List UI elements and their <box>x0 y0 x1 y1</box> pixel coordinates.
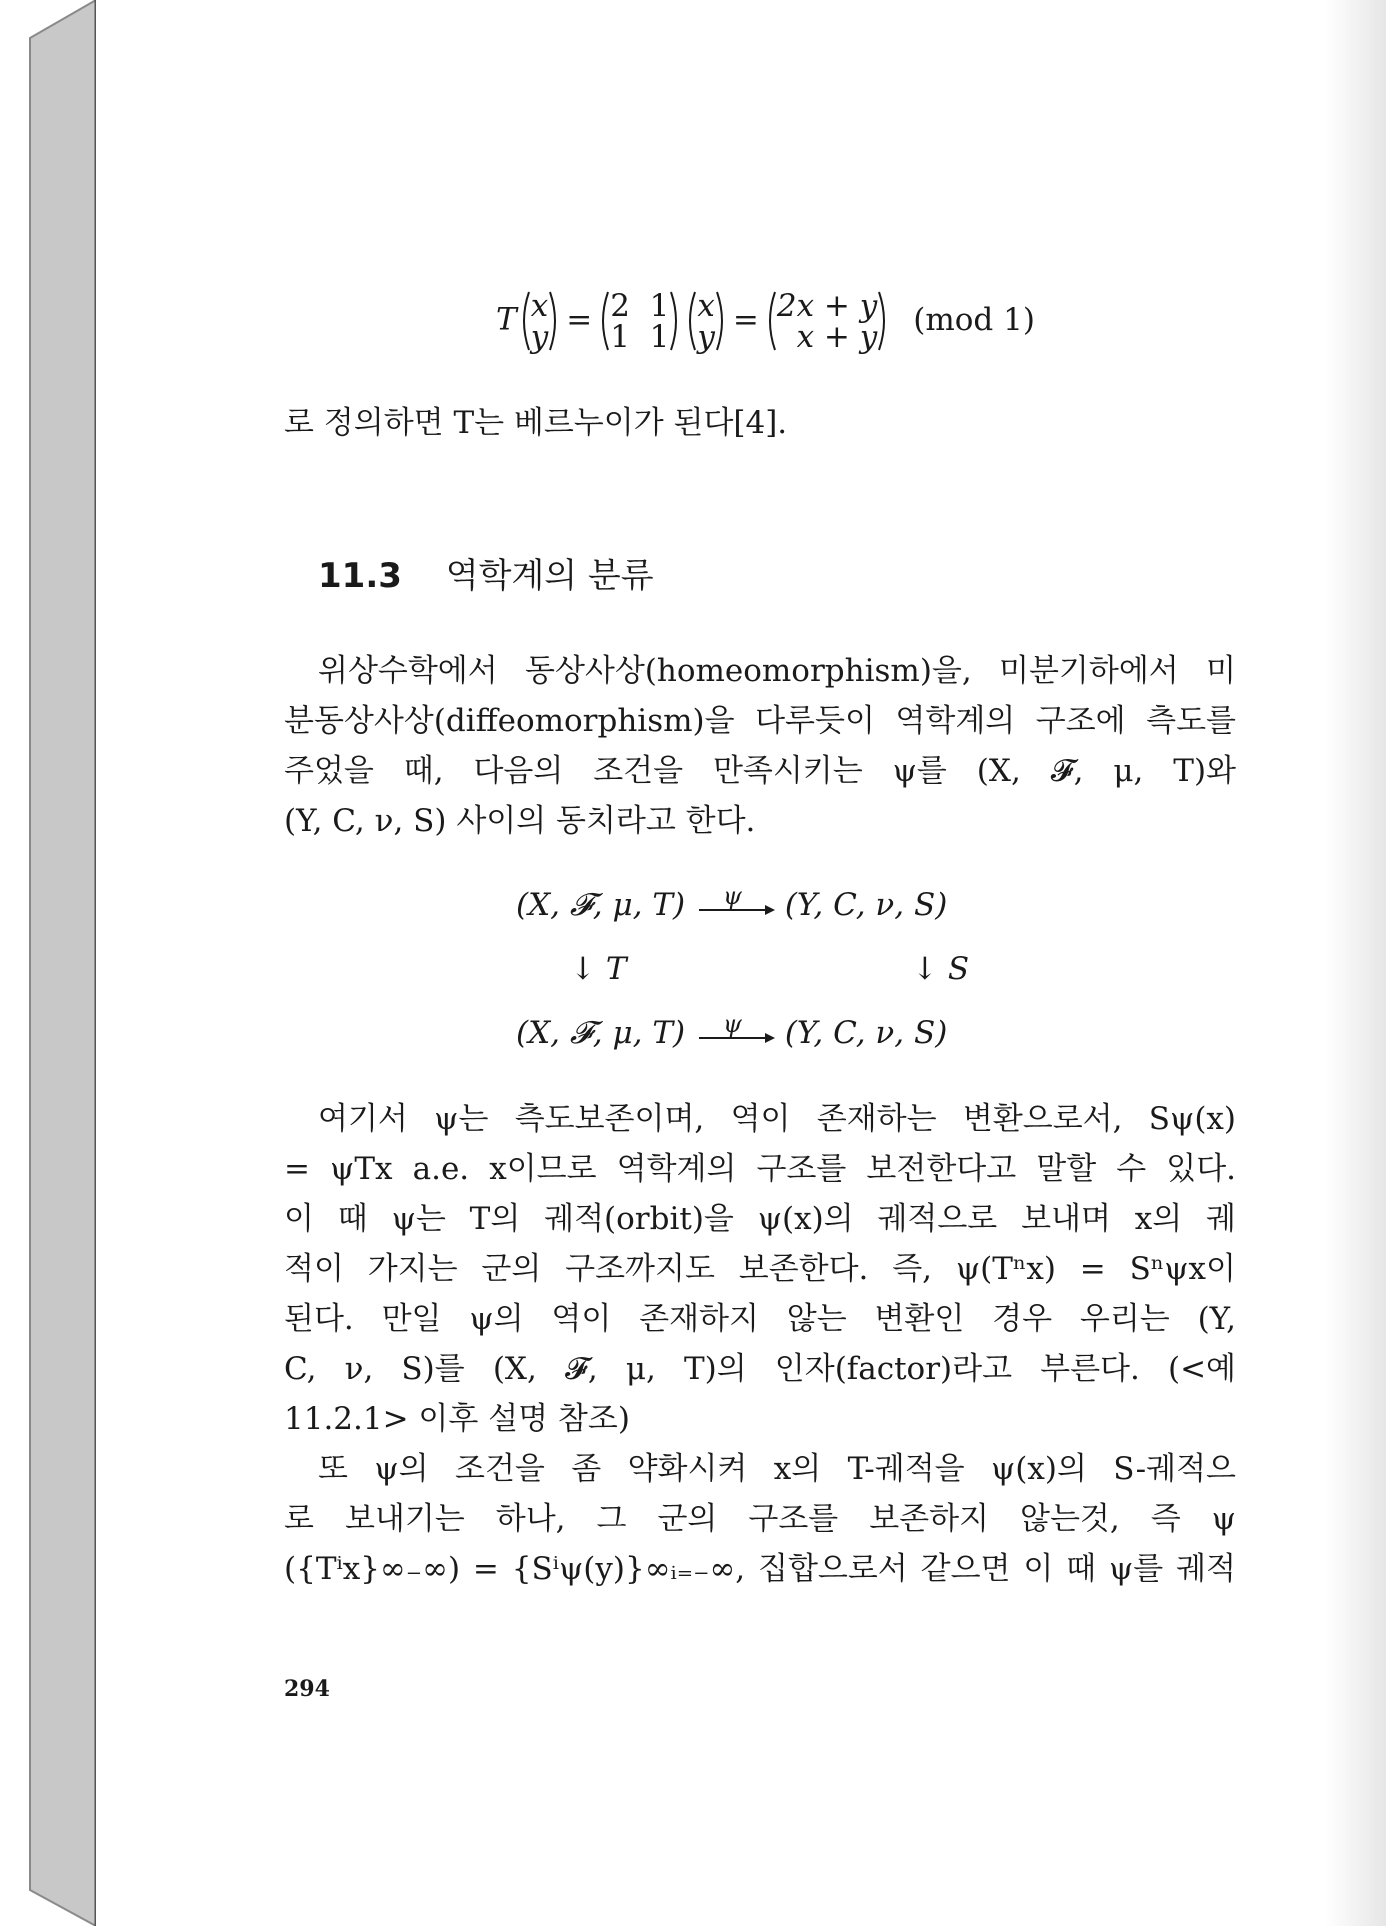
page-number: 294 <box>284 1676 330 1702</box>
text-line: 로 정의하면 T는 베르누이가 된다[4]. <box>284 405 788 441</box>
section-number: 11.3 <box>318 556 402 596</box>
para2-line-7: 11.2.1> 이후 설명 참조) <box>284 1401 630 1437</box>
mod-label: (mod 1) <box>913 301 1035 338</box>
para2-line-3: 이 때 ψ는 T의 궤적(orbit)을 ψ(x)의 궤적으로 보내며 x의 궤 <box>284 1201 1236 1237</box>
para3-line-1: 또 ψ의 조건을 좀 약화시켜 x의 T-궤적을 ψ(x)의 S-궤적으 <box>318 1451 1236 1487</box>
para3-line-2: 로 보내기는 하나, 그 군의 구조를 보존하지 않는것, 즉 ψ <box>284 1501 1236 1537</box>
para2-line-2: = ψTx a.e. x이므로 역학계의 구조를 보전한다고 말할 수 있다. <box>284 1151 1236 1187</box>
para3-line-3: ({Tⁱx}∞₋∞) = {Sⁱψ(y)}∞ᵢ₌₋∞, 집합으로서 같으면 이 때 ψ를 궤적 <box>284 1551 1236 1587</box>
down-arrow-left: ↓ T <box>570 951 627 987</box>
diagram-row-top: (X, 𝓕, μ, T) ψ (Y, C, ν, S) <box>516 880 947 930</box>
equation-transform: T x y = 2 1 1 1 x y = 2x + y x + y (mod 1) <box>496 288 1035 355</box>
para2-line-1: 여기서 ψ는 측도보존이며, 역이 존재하는 변환으로서, Sψ(x) <box>318 1101 1236 1137</box>
section-title: 역학계의 분류 <box>445 556 654 596</box>
para1-line-2: 분동상사상(diffeomorphism)을 다루듯이 역학계의 구조에 측도를 <box>284 703 1236 739</box>
arrow-psi-bottom: ψ <box>695 1015 775 1055</box>
arrow-psi-top: ψ <box>695 887 775 927</box>
para2-line-4: 적이 가지는 군의 구조까지도 보존한다. 즉, ψ(Tⁿx) = Sⁿψx이 <box>284 1251 1236 1287</box>
diagram-row-bottom: (X, 𝓕, μ, T) ψ (Y, C, ν, S) <box>516 1008 947 1058</box>
section-heading <box>318 548 654 597</box>
page <box>96 0 1386 1926</box>
para1-line-3: 주었을 때, 다음의 조건을 만족시키는 ψ를 (X, 𝓕, μ, T)와 <box>284 753 1236 789</box>
para1-line-1: 위상수학에서 동상사상(homeomorphism)을, 미분기하에서 미 <box>318 653 1236 689</box>
down-arrow-right: ↓ S <box>912 951 970 987</box>
para2-line-5: 된다. 만일 ψ의 역이 존재하지 않는 변환인 경우 우리는 (Y, <box>284 1301 1236 1337</box>
para1-line-4: (Y, C, ν, S) 사이의 동치라고 한다. <box>284 803 756 839</box>
para2-line-6: C, ν, S)를 (X, 𝓕, μ, T)의 인자(factor)라고 부른다. (<예 <box>284 1351 1236 1387</box>
page-edge-shadow <box>1326 0 1386 1926</box>
